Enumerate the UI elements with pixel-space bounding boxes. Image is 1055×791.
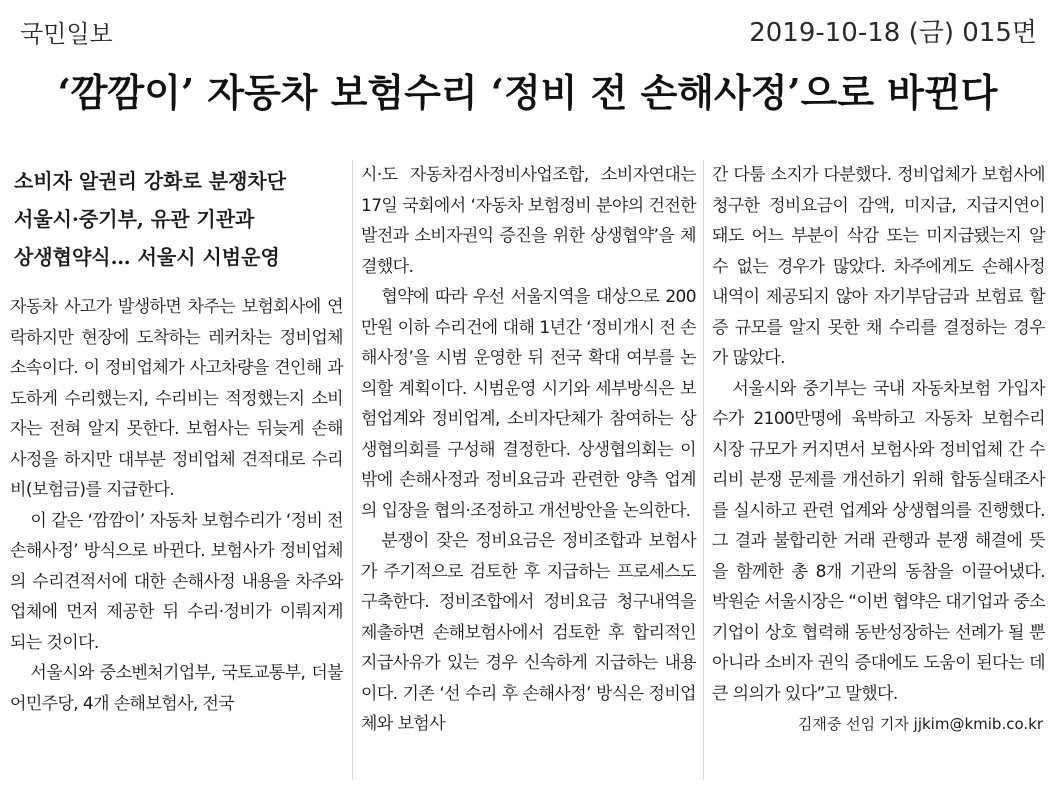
publication-name: 국민일보 [20, 20, 113, 48]
subheading-3: 상생협약식… 서울시 시범운영 [14, 245, 280, 269]
paragraph-5-end: 간 다툼 소지가 다분했다. 정비업체가 보험사에 청구한 정비요금이 감액, 미지급, 지급지연이 돼도 어느 부분이 삭감 또는 미지급됐는지 알 수 없는 경우가 많았다. 차주에게도 손해사정 내역이 제공되지 않아 자기부담금과 보험료 할증 규모를 알지 못한 채 수리를 결정하는 경우가 많았다. [712, 165, 1045, 368]
column-2 [361, 160, 696, 740]
paragraph-3-end: 시·도 자동차검사정비사업조합, 소비자연대는 17일 국회에서 ‘자동차 보험정비 분야의 건전한 발전과 소비자권익 증진을 위한 상생협약’을 체결했다. [361, 165, 696, 277]
column-divider [352, 160, 353, 780]
paragraph-2: 이 같은 ‘깜깜이’ 자동차 보험수리가 ‘정비 전 손해사정’ 방식으로 바뀐다. 보험사가 정비업체의 수리견적서에 대한 손해사정 내용을 차주와 업체에 먼저 제공한 뒤 수리·정비가 이뤄지게 되는 것이다. [10, 510, 343, 653]
paragraph-5-start: 분쟁이 잦은 정비요금은 정비조합과 보험사가 주기적으로 검토한 후 지급하는 프로세스도 구축한다. 정비조합에서 정비요금 청구내역을 제출하면 손해보험사에서 검토한 후 합리적인 지급사유가 있는 경우 신속하게 지급하는 내용이다. 기존 ‘선 수리 후 손해사정’ 방식은 정비업체와 보험사 [361, 531, 696, 734]
subheading-1: 소비자 알권리 강화로 분쟁차단 [14, 169, 287, 193]
headline: ‘깜깜이’ 자동차 보험수리 ‘정비 전 손해사정’으로 바뀐다 [57, 70, 998, 115]
subheading-2: 서울시·중기부, 유관 기관과 [14, 207, 255, 231]
paragraph-3-start: 서울시와 중소벤처기업부, 국토교통부, 더불어민주당, 4개 손해보험사, 전국 [10, 663, 343, 714]
column-divider [703, 160, 704, 780]
paragraph-4: 협약에 따라 우선 서울지역을 대상으로 200만원 이하 수리건에 대해 1년간 ‘정비개시 전 손해사정’을 시범 운영한 뒤 전국 확대 여부를 논의할 계획이다. 시범운영 시기와 세부방식은 보험업계와 정비업계, 소비자단체가 참여하는 상생협의회를 구성해 결정한다. 상생협의회는 이밖에 손해사정과 정비요금과 관련한 양측 업계의 입장을 협의·조정하고 개선방안을 논의한다. [361, 287, 696, 521]
page-header [16, 10, 1039, 48]
paragraph-1: 자동차 사고가 발생하면 차주는 보험회사에 연락하지만 현장에 도착하는 레커차는 정비업체 소속이다. 이 정비업체가 사고차량을 견인해 과도하게 수리했는지, 수리비는 적정했는지 소비자는 전혀 알지 못한다. 보험사는 뒤늦게 손해사정을 하지만 대부분 정비업체 견적대로 수리비(보험금)를 지급한다. [10, 297, 343, 500]
byline: 김재중 선임 기자 jjkim@kmib.co.kr [797, 715, 1043, 733]
column-3 [712, 160, 1045, 734]
paragraph-6: 서울시와 중기부는 국내 자동차보험 가입자 수가 2100만명에 육박하고 자동차 보험수리 시장 규모가 커지면서 보험사와 정비업체 간 수리비 분쟁 문제를 개선하기 위해 합동실태조사를 실시하고 관련 업계와 상생협의를 진행했다. 그 결과 불합리한 거래 관행과 분쟁 해결에 뜻을 함께한 총 8개 기관의 동참을 이끌어냈다. 박원순 서울시장은 “이번 협약은 대기업과 중소기업이 상호 협력해 동반성장하는 선례가 될 뿐 아니라 소비자 권익 증대에도 도움이 된다는 데 큰 의의가 있다”고 말했다. [712, 378, 1045, 704]
column-1 [10, 160, 343, 719]
date-page: 2019-10-18 (금) 015면 [749, 18, 1037, 48]
